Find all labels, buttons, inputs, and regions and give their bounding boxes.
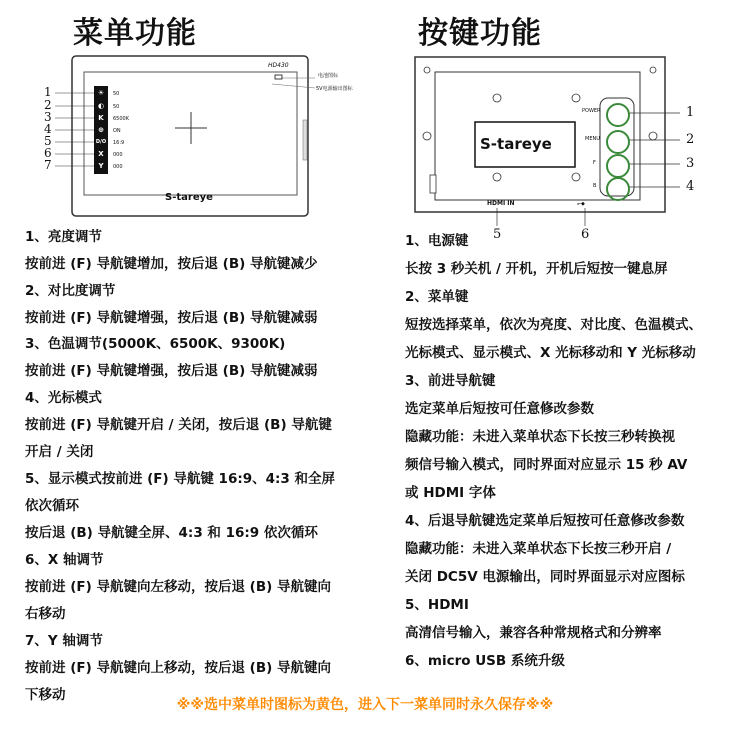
right-line: 长按 3 秒关机 / 开机，开机后短按一键息屏 (405, 261, 668, 277)
menu-value-2: 50 (113, 104, 120, 110)
right-line: 短按选择菜单，依次为亮度、对比度、色温模式、 (405, 317, 702, 333)
right-line: 4、后退导航键选定菜单后短按可任意修改参数 (405, 513, 685, 529)
right-line: 6、micro USB 系统升级 (405, 653, 565, 669)
display-mode-icon: D/O (95, 136, 107, 148)
menu-functions-title: 菜单功能 (73, 16, 197, 51)
b-label: B (593, 183, 597, 189)
menu-num-5: 5 (44, 134, 52, 148)
usb-icon: ⟜◆ (577, 201, 585, 207)
right-line: 关闭 DC5V 电源输出，同时界面显示对应图标 (405, 569, 685, 585)
menu-value-4: ON (113, 128, 121, 134)
menu-num-4: 4 (44, 122, 52, 136)
left-line: 按前进 (F) 导航键开启 / 关闭，按后退 (B) 导航键 (25, 417, 332, 433)
right-line: 频信号输入模式，同时界面对应显示 15 秒 AV (405, 457, 688, 473)
left-line: 开启 / 关闭 (25, 444, 94, 460)
left-line: 按后退 (B) 导航键全屏、4:3 和 16:9 依次循环 (25, 525, 318, 541)
left-line: 6、X 轴调节 (25, 552, 104, 568)
menu-button[interactable] (606, 130, 630, 154)
left-line: 5、显示模式按前进 (F) 导航键 16:9、4:3 和全屏 (25, 471, 336, 487)
save-note-footer: ※※选中菜单时图标为黄色，进入下一菜单同时永久保存※※ (176, 697, 554, 713)
left-line: 按前进 (F) 导航键增加，按后退 (B) 导航键减少 (25, 256, 318, 272)
left-line: 按前进 (F) 导航键向上移动，按后退 (B) 导航键向 (25, 660, 331, 676)
key-functions-title: 按键功能 (418, 16, 542, 51)
x-axis-icon: X (95, 148, 107, 160)
sun-icon: ☀ (95, 87, 107, 99)
right-line: 选定菜单后短按可任意修改参数 (405, 401, 594, 417)
menu-value-7: 000 (113, 164, 123, 170)
left-line: 4、光标模式 (25, 390, 102, 406)
forward-f-button[interactable] (606, 154, 630, 178)
color-temp-k-icon: K (95, 112, 107, 124)
right-line: 光标模式、显示模式、X 光标移动和 Y 光标移动 (405, 345, 696, 361)
right-line: 隐藏功能：未进入菜单状态下长按三秒转换视 (405, 429, 675, 445)
callout-1: 1 (686, 105, 695, 120)
device-model: HD430 (268, 62, 289, 69)
left-line: 按前进 (F) 导航键向左移动，按后退 (B) 导航键向 (25, 579, 331, 595)
left-line: 2、对比度调节 (25, 283, 116, 299)
right-device-illustration (400, 50, 730, 245)
hdmi-in-label: HDMI IN (487, 200, 515, 207)
menu-num-2: 2 (44, 98, 52, 112)
menu-value-1: 50 (113, 91, 120, 97)
port-callout-5: 5 (493, 227, 502, 242)
menu-label: MENU (585, 136, 600, 142)
power-label: POWER (582, 108, 601, 114)
power-button[interactable] (606, 103, 630, 127)
callout-3: 3 (686, 156, 695, 171)
left-line: 按前进 (F) 导航键增强，按后退 (B) 导航键减弱 (25, 310, 318, 326)
back-b-button[interactable] (606, 177, 630, 201)
left-line: 右移动 (25, 606, 66, 622)
menu-num-6: 6 (44, 146, 52, 160)
f-label: F (593, 160, 596, 166)
right-line: 隐藏功能：未进入菜单状态下长按三秒开启 / (405, 541, 672, 557)
menu-num-3: 3 (44, 110, 52, 124)
dc5v-label: 5V电源输出图标 (316, 86, 353, 92)
right-line: 或 HDMI 字体 (405, 485, 496, 501)
screen-brand-logo: S-tareye (480, 135, 552, 153)
menu-value-6: 000 (113, 152, 123, 158)
port-callout-6: 6 (581, 227, 590, 242)
right-line: 3、前进导航键 (405, 373, 496, 389)
menu-num-7: 7 (44, 158, 52, 172)
left-brand-logo: S-tareye (165, 192, 213, 203)
right-line: 高清信号输入，兼容各种常规格式和分辨率 (405, 625, 662, 641)
menu-num-1: 1 (44, 85, 52, 99)
left-device-illustration (0, 50, 365, 225)
left-line: 依次循环 (25, 498, 79, 514)
callout-2: 2 (686, 132, 695, 147)
left-line: 1、亮度调节 (25, 229, 102, 245)
battery-label: 电池图标 (318, 73, 339, 79)
menu-value-3: 6500K (113, 116, 130, 122)
left-line: 3、色温调节(5000K、6500K、9300K) (25, 336, 286, 352)
left-line: 下移动 (25, 687, 66, 703)
right-line: 1、电源键 (405, 233, 469, 249)
contrast-icon: ◐ (95, 100, 107, 112)
left-line: 7、Y 轴调节 (25, 633, 103, 649)
y-axis-icon: Y (95, 160, 107, 172)
right-line: 5、HDMI (405, 597, 469, 613)
menu-value-5: 16:9 (113, 140, 125, 146)
callout-4: 4 (686, 179, 695, 194)
cursor-icon: ⊕ (95, 124, 107, 136)
left-line: 按前进 (F) 导航键增强，按后退 (B) 导航键减弱 (25, 363, 318, 379)
right-line: 2、菜单键 (405, 289, 469, 305)
